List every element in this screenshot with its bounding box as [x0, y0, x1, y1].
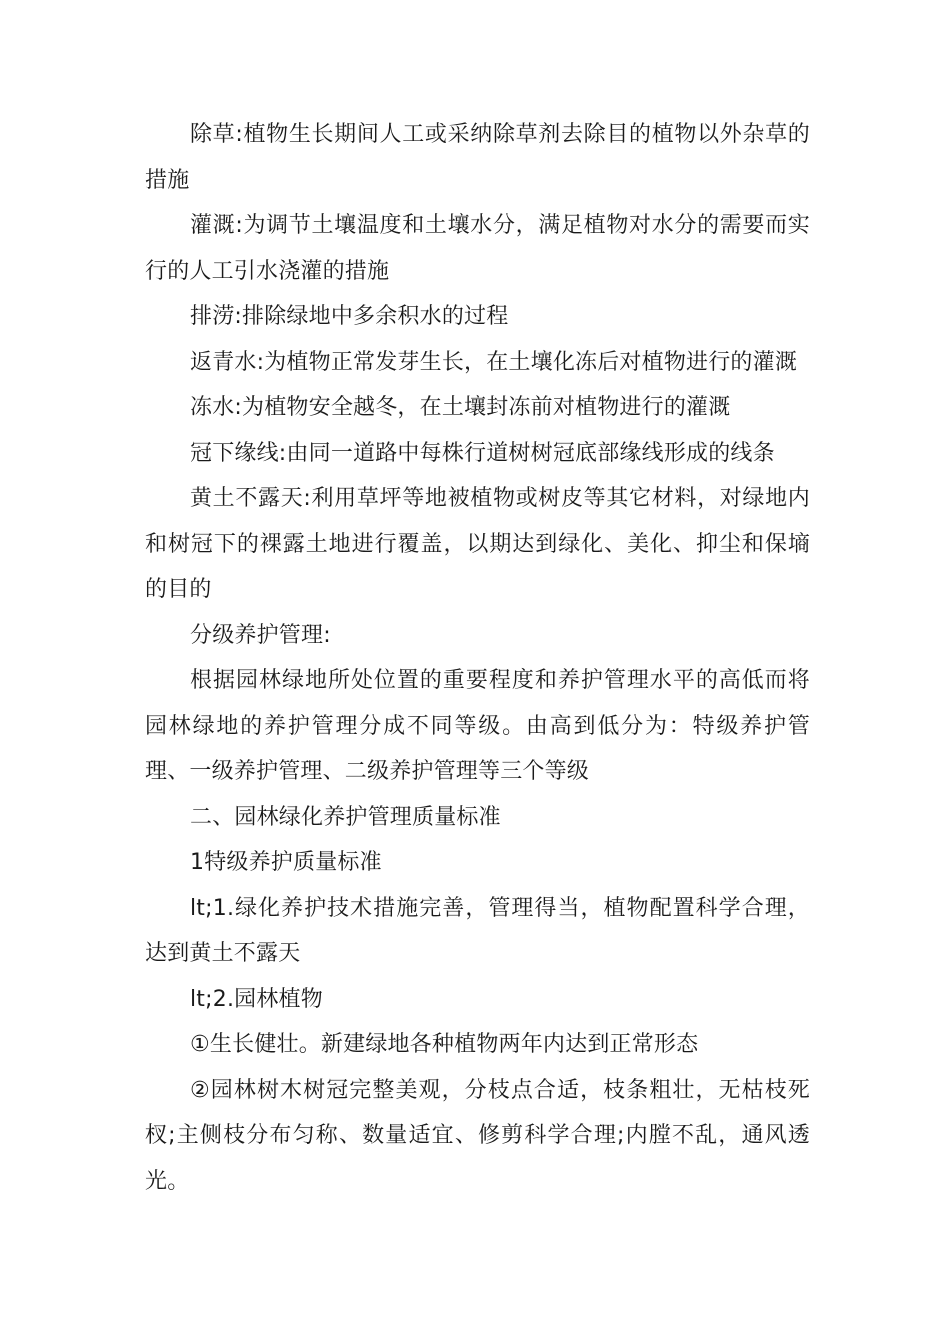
- paragraph-soil-cover: 黄土不露天:利用草坪等地被植物或树皮等其它材料，对绿地内和树冠下的裸露土地进行覆盖，以期达到绿化、美化、抑尘和保墒的目的: [145, 486, 810, 602]
- document-body: [145, 112, 810, 1204]
- paragraph-winter-water: 冻水:为植物安全越冬，在土壤封冻前对植物进行的灌溉: [190, 395, 731, 420]
- paragraph-spring-water: 返青水:为植物正常发芽生长，在土壤化冻后对植物进行的灌溉: [190, 349, 798, 375]
- list-item-circled-1: ①生长健壮。新建绿地各种植物两年内达到正常形态: [190, 1032, 699, 1057]
- paragraph-weeding: 除草:植物生长期间人工或采纳除草剂去除目的植物以外杂草的措施: [145, 122, 810, 193]
- list-item-2: lt;2.园林植物: [190, 986, 323, 1012]
- list-item-circled-2: ②园林树木树冠完整美观，分枝点合适，枝条粗壮，无枯枝死杈;主侧枝分布匀称、数量适宜、修剪科学合理;内膛不乱，通风透光。: [145, 1077, 810, 1194]
- paragraph-irrigation: 灌溉:为调节土壤温度和土壤水分，满足植物对水分的需要而实行的人工引水浇灌的措施: [145, 213, 810, 284]
- subsection-heading-special-grade: 1特级养护质量标准: [190, 850, 382, 875]
- paragraph-crown-line: 冠下缘线:由同一道路中每株行道树树冠底部缘线形成的线条: [190, 440, 775, 466]
- section-heading-quality-standard: 二、园林绿化养护管理质量标准: [190, 804, 501, 830]
- paragraph-grade-management-heading: 分级养护管理:: [190, 622, 331, 648]
- paragraph-grade-management: 根据园林绿地所处位置的重要程度和养护管理水平的高低而将园林绿地的养护管理分成不同等级。由高到低分为：特级养护管理、一级养护管理、二级养护管理等三个等级: [145, 668, 810, 784]
- paragraph-drainage: 排涝:排除绿地中多余积水的过程: [190, 304, 509, 329]
- list-item-1: lt;1.绿化养护技术措施完善，管理得当，植物配置科学合理，达到黄土不露天: [145, 895, 810, 966]
